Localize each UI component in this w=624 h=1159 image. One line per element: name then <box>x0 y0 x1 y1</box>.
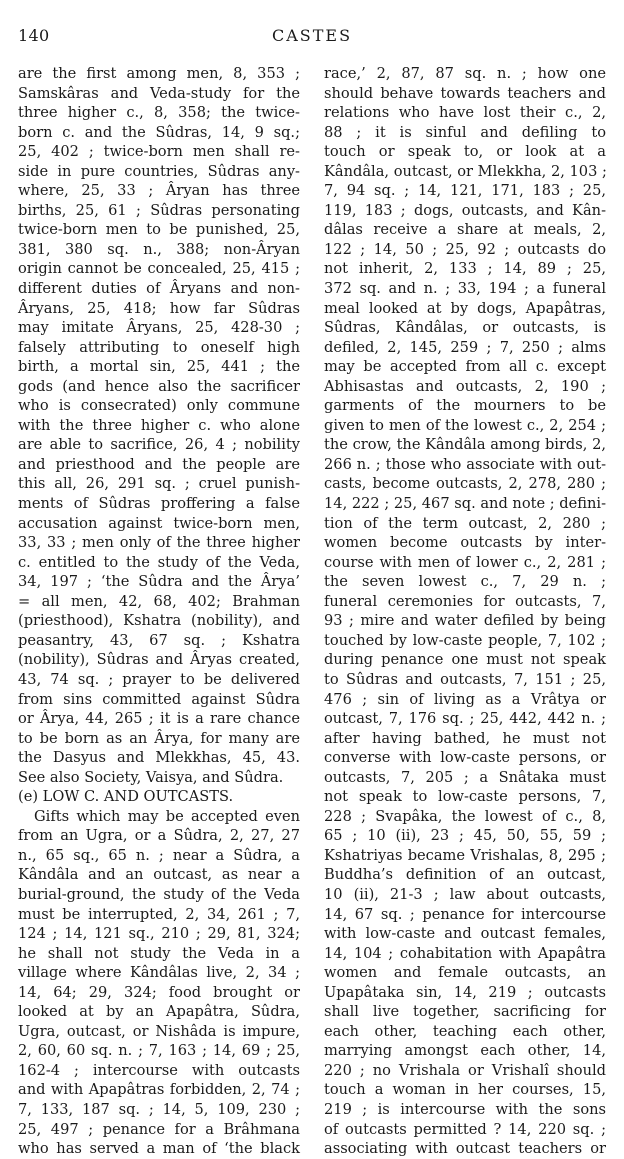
text-line: to be born as an Ârya, for many are <box>18 729 300 747</box>
text-line: origin cannot be concealed, 25, 415 ; <box>18 260 300 278</box>
text-line: = all men, 42, 68, 402; Brahman <box>18 592 300 610</box>
text-line: garments of the mourners to be <box>324 397 606 415</box>
text-line: c. entitled to the study of the Veda, <box>18 553 300 571</box>
text-line: who is consecrated) only commune <box>18 397 300 415</box>
text-line: ments of Sûdras proffering a false <box>18 495 300 513</box>
text-line: (priesthood), Kshatra (nobility), and <box>18 612 300 630</box>
text-line: births, 25, 61 ; Sûdras personating <box>18 201 300 219</box>
text-line: he shall not study the Veda in a <box>18 944 300 962</box>
text-line: 14, 64; 29, 324; food brought or <box>18 983 300 1001</box>
text-line: each other, teaching each other, <box>324 1022 606 1040</box>
text-line: funeral ceremonies for outcasts, 7, <box>324 592 606 610</box>
text-line: from sins committed against Sûdra <box>18 690 300 708</box>
text-line: 381, 380 sq. n., 388; non-Âryan <box>18 240 300 258</box>
text-line: accusation against twice-born men, <box>18 514 300 532</box>
text-line: birth, a mortal sin, 25, 441 ; the <box>18 358 300 376</box>
text-line: 33, 33 ; men only of the three higher <box>18 534 300 552</box>
text-line: 93 ; mire and water defiled by being <box>324 612 606 630</box>
text-line: Upapâtaka sin, 14, 219 ; outcasts <box>324 983 606 1001</box>
text-line: may be accepted from all c. except <box>324 358 606 376</box>
text-line: Kândâla, outcast, or Mlekkha, 2, 103 ; <box>324 162 607 180</box>
right-column <box>324 64 606 1159</box>
text-line: 14, 104 ; cohabitation with Apapâtra <box>324 944 606 962</box>
running-title: CASTES <box>271 26 353 45</box>
text-line: race,’ 2, 87, 87 sq. n. ; how one <box>324 65 606 82</box>
text-line: touch a woman in her courses, 15, <box>324 1081 606 1099</box>
text-line: or Ârya, 44, 265 ; it is a rare chance <box>18 710 300 728</box>
text-line: Samskâras and Veda-study for the <box>18 84 300 102</box>
text-line: 2, 60, 60 sq. n. ; 7, 163 ; 14, 69 ; 25, <box>18 1042 300 1060</box>
text-line: and priesthood and the people are <box>18 455 300 473</box>
text-line: where, 25, 33 ; Âryan has three <box>18 182 300 200</box>
text-line: tion of the term outcast, 2, 280 ; <box>324 514 606 532</box>
text-line: gods (and hence also the sacrificer <box>18 377 300 395</box>
text-line: 88 ; it is sinful and defiling to <box>324 123 606 141</box>
text-line: 65 ; 10 (ii), 23 ; 45, 50, 55, 59 ; <box>324 827 606 845</box>
text-line: women and female outcasts, an <box>324 964 606 982</box>
text-line: (e) LOW C. AND OUTCASTS. <box>18 788 234 806</box>
text-line: 25, 497 ; penance for a Brâhmana <box>18 1120 300 1138</box>
text-line: course with men of lower c., 2, 281 ; <box>324 553 606 571</box>
text-line: born c. and the Sûdras, 14, 9 sq.; <box>18 123 300 141</box>
text-line: 124 ; 14, 121 sq., 210 ; 29, 81, 324; <box>18 925 300 943</box>
text-line: village where Kândâlas live, 2, 34 ; <box>18 964 300 982</box>
text-line: 122 ; 14, 50 ; 25, 92 ; outcasts do <box>324 240 606 258</box>
text-line: casts, become outcasts, 2, 278, 280 ; <box>324 475 606 493</box>
text-line: this all, 26, 291 sq. ; cruel punish- <box>18 475 300 493</box>
text-line: Gifts which may be accepted even <box>34 807 300 825</box>
text-line: 372 sq. and n. ; 33, 194 ; a funeral <box>324 280 606 298</box>
text-line: See also Society, Vaisya, and Sûdra. <box>18 768 284 786</box>
text-line: the crow, the Kândâla among birds, 2, <box>324 436 606 454</box>
text-line: 14, 222 ; 25, 467 sq. and note ; defini- <box>324 495 607 513</box>
text-line: different duties of Âryans and non- <box>18 280 300 298</box>
text-line: 119, 183 ; dogs, outcasts, and Kân- <box>324 201 606 219</box>
text-line: marrying amongst each other, 14, <box>324 1042 606 1060</box>
text-line: twice-born men to be punished, 25, <box>18 221 300 239</box>
text-line: the seven lowest c., 7, 29 n. ; <box>324 573 606 591</box>
text-line: 7, 133, 187 sq. ; 14, 5, 109, 230 ; <box>18 1100 300 1118</box>
text-line: given to men of the lowest c., 2, 254 ; <box>324 416 606 434</box>
text-line: 10 (ii), 21-3 ; law about outcasts, <box>324 885 606 903</box>
text-line: Sûdras, Kândâlas, or outcasts, is <box>324 319 606 337</box>
text-line: and with Apapâtras forbidden, 2, 74 ; <box>18 1081 300 1099</box>
text-line: peasantry, 43, 67 sq. ; Kshatra <box>18 631 300 649</box>
text-line: 162-4 ; intercourse with outcasts <box>18 1061 300 1079</box>
text-line: 219 ; is intercourse with the sons <box>324 1100 606 1118</box>
text-line: side in pure countries, Sûdras any- <box>18 162 300 180</box>
text-line: women become outcasts by inter- <box>324 534 606 552</box>
text-line: from an Ugra, or a Sûdra, 2, 27, 27 <box>18 827 300 845</box>
text-line: meal looked at by dogs, Apapâtras, <box>324 299 606 317</box>
text-line: Kândâla and an outcast, as near a <box>18 866 300 884</box>
text-line: must be interrupted, 2, 34, 261 ; 7, <box>18 905 300 923</box>
text-line: who has served a man of ‘the black <box>18 1140 300 1158</box>
text-line: not inherit, 2, 133 ; 14, 89 ; 25, <box>324 260 606 278</box>
text-line: with low-caste and outcast females, <box>324 925 606 943</box>
text-line: of outcasts permitted ? 14, 220 sq. ; <box>324 1120 606 1138</box>
text-line: looked at by an Apapâtra, Sûdra, <box>18 1003 300 1021</box>
text-line: to Sûdras and outcasts, 7, 151 ; 25, <box>324 670 606 688</box>
text-line: 14, 67 sq. ; penance for intercourse <box>324 905 606 923</box>
text-line: n., 65 sq., 65 n. ; near a Sûdra, a <box>18 846 300 864</box>
text-line: are able to sacrifice, 26, 4 ; nobility <box>18 436 300 454</box>
text-line: 228 ; Svapâka, the lowest of c., 8, <box>324 807 606 825</box>
text-line: 34, 197 ; ‘the Sûdra and the Ârya’ <box>18 573 300 591</box>
text-line: Kshatriyas became Vrishalas, 8, 295 ; <box>324 846 606 864</box>
page-header <box>18 26 606 50</box>
text-line: 25, 402 ; twice-born men shall re- <box>18 143 300 161</box>
left-column <box>18 64 300 1159</box>
text-line: 266 n. ; those who associate with out- <box>324 455 606 473</box>
text-line: outcasts, 7, 205 ; a Snâtaka must <box>324 768 606 786</box>
text-line: are the first among men, 8, 353 ; <box>18 65 300 82</box>
text-line: touch or speak to, or look at a <box>324 143 606 161</box>
text-line: the Dasyus and Mlekkhas, 45, 43. <box>18 749 300 767</box>
text-line: three higher c., 8, 358; the twice- <box>18 104 300 122</box>
text-line: associating with outcast teachers or <box>324 1140 606 1158</box>
text-line: Buddha’s definition of an outcast, <box>324 866 606 884</box>
text-line: defiled, 2, 145, 259 ; 7, 250 ; alms <box>324 338 606 356</box>
text-line: relations who have lost their c., 2, <box>324 104 606 122</box>
text-line: touched by low-caste people, 7, 102 ; <box>324 631 606 649</box>
text-line: Abhisastas and outcasts, 2, 190 ; <box>324 377 606 395</box>
page-number: 140 <box>18 26 50 45</box>
text-line: 220 ; no Vrishala or Vrishalî should <box>324 1061 606 1079</box>
text-line: may imitate Âryans, 25, 428-30 ; <box>18 319 300 337</box>
text-line: during penance one must not speak <box>324 651 606 669</box>
text-line: after having bathed, he must not <box>324 729 606 747</box>
text-line: shall live together, sacrificing for <box>324 1003 606 1021</box>
text-line: converse with low-caste persons, or <box>324 749 606 767</box>
text-line: should behave towards teachers and <box>324 84 606 102</box>
text-line: with the three higher c. who alone <box>18 416 300 434</box>
text-line: dâlas receive a share at meals, 2, <box>324 221 606 239</box>
text-line: falsely attributing to oneself high <box>18 338 300 356</box>
text-line: 7, 94 sq. ; 14, 121, 171, 183 ; 25, <box>324 182 606 200</box>
text-line: 43, 74 sq. ; prayer to be delivered <box>18 670 300 688</box>
text-line: burial-ground, the study of the Veda <box>18 885 300 903</box>
text-line: outcast, 7, 176 sq. ; 25, 442, 442 n. ; <box>324 710 606 728</box>
text-line: 476 ; sin of living as a Vrâtya or <box>324 690 606 708</box>
text-line: Ugra, outcast, or Nishâda is impure, <box>18 1022 300 1040</box>
text-line: Âryans, 25, 418; how far Sûdras <box>18 299 300 317</box>
text-line: (nobility), Sûdras and Âryas created, <box>18 651 300 669</box>
text-line: not speak to low-caste persons, 7, <box>324 788 606 806</box>
